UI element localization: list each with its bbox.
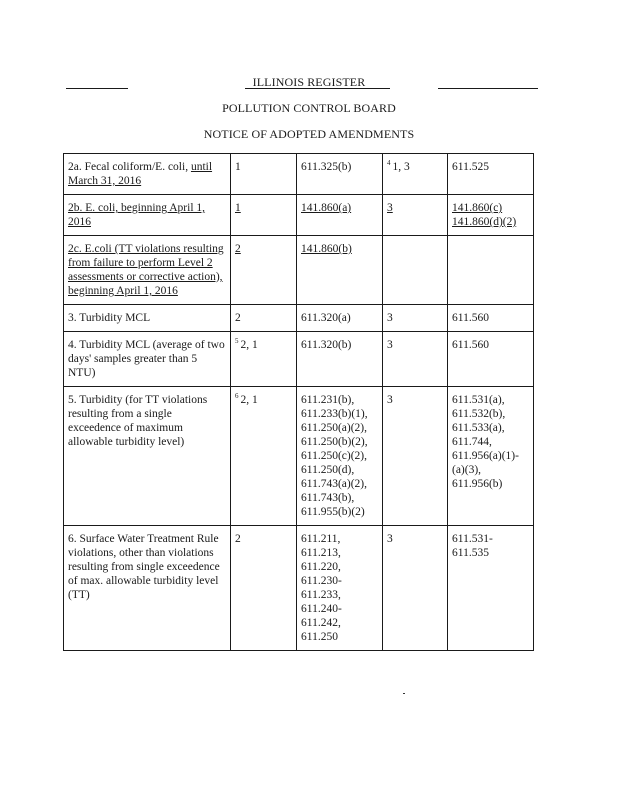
standard-cell: [297, 154, 383, 195]
standard-line: 611.211,: [301, 533, 341, 545]
notice-value: 3: [387, 202, 393, 214]
standard-line: 611.743(a)(2),: [301, 478, 367, 490]
tier-cell: [231, 526, 297, 651]
tier-value: 2: [235, 243, 241, 255]
cite-line: 141.860(d)(2): [452, 216, 517, 228]
tier-value: 2, 1: [240, 339, 258, 351]
contaminant-text: 5. Turbidity (for TT violations resulting from a single exceedence of maximum allowable turbidity level): [68, 394, 208, 448]
contaminant-cell: [64, 305, 231, 332]
contaminant-text: 4. Turbidity MCL (average of two days' samples greater than 5 NTU): [68, 339, 225, 379]
table-row: [64, 195, 534, 236]
header-rule-center: [245, 88, 390, 89]
tier-cell: [231, 236, 297, 305]
cite-line: 611.744,: [452, 436, 492, 448]
standard-value: 611.320(a): [301, 312, 351, 324]
notice-value: 3: [387, 394, 393, 406]
notice-value: 3: [387, 312, 393, 324]
cite-line: 611.531(a),: [452, 394, 505, 406]
standard-line: 611.242,: [301, 617, 341, 629]
header-rule-right: [438, 88, 538, 89]
tier-cell: [231, 387, 297, 526]
notice-cell: [383, 526, 448, 651]
notice-cell: [383, 332, 448, 387]
standard-line: 611.231(b),: [301, 394, 355, 406]
header-rule-left: [66, 88, 128, 89]
contaminant-cell: [64, 195, 231, 236]
cite-line: 611.560: [452, 312, 489, 324]
standard-line: 611.250(d),: [301, 464, 355, 476]
tier-value: 2: [235, 533, 241, 545]
cite-line: 611.525: [452, 161, 489, 173]
standard-cell: [297, 526, 383, 651]
cite-line: (a)(3),: [452, 464, 482, 476]
notice-cell: [383, 387, 448, 526]
cite-line: 611.535: [452, 547, 489, 559]
standard-line: 611.250(b)(2),: [301, 436, 368, 448]
tier-cell: [231, 332, 297, 387]
notice-value: 3: [387, 339, 393, 351]
standard-line: 611.250: [301, 631, 338, 643]
notice-cell: [383, 305, 448, 332]
standard-line: 611.220,: [301, 561, 341, 573]
cite-cell: [448, 387, 534, 526]
cite-cell: [448, 236, 534, 305]
contaminant-text: 3. Turbidity MCL: [68, 312, 151, 324]
contaminant-cell: [64, 332, 231, 387]
contaminant-text: 2c. E.coli (TT violations resulting from failure to perform Level 2 assessments or corrective action), beginning April 1, 2016: [68, 243, 224, 297]
contaminant-prefix: 2a. Fecal coliform/E. coli,: [68, 161, 191, 173]
tier-cell: [231, 305, 297, 332]
contaminant-cell: [64, 387, 231, 526]
standard-line: 611.233,: [301, 589, 341, 601]
standard-value: 611.320(b): [301, 339, 352, 351]
table-row: [64, 154, 534, 195]
cite-cell: [448, 332, 534, 387]
standard-line: 611.955(b)(2): [301, 506, 365, 518]
standard-value: 141.860(a): [301, 202, 352, 214]
register-title: ILLINOIS REGISTER: [252, 75, 366, 89]
cite-cell: [448, 154, 534, 195]
cite-line: 611.560: [452, 339, 489, 351]
notice-value: 1, 3: [392, 161, 410, 173]
cite-line: 611.956(b): [452, 478, 503, 490]
notice-cell: [383, 154, 448, 195]
tier-cell: [231, 154, 297, 195]
standard-line: 611.240-: [301, 603, 342, 615]
contaminant-cell: [64, 526, 231, 651]
standard-value: 611.325(b): [301, 161, 352, 173]
cite-line: 611.532(b),: [452, 408, 506, 420]
standard-cell: [297, 332, 383, 387]
table-row: [64, 236, 534, 305]
tier-value: 1: [235, 202, 241, 214]
board-name: POLLUTION CONTROL BOARD: [222, 101, 396, 115]
standard-line: 611.213,: [301, 547, 341, 559]
contaminant-text: 2b. E. coli, beginning April 1, 2016: [68, 202, 206, 228]
tier-footnote: 5: [235, 337, 239, 346]
contaminant-cell: [64, 154, 231, 195]
scan-speck: [403, 693, 405, 694]
notice-value: 3: [387, 533, 393, 545]
standard-line: 611.250(a)(2),: [301, 422, 367, 434]
standard-line: 611.743(b),: [301, 492, 355, 504]
tier-value: 2: [235, 312, 241, 324]
notice-cell: [383, 195, 448, 236]
standard-line: 611.230-: [301, 575, 342, 587]
cite-line: 611.531-: [452, 533, 493, 545]
tier-value: 2, 1: [240, 394, 258, 406]
table-row: [64, 332, 534, 387]
standard-line: 611.233(b)(1),: [301, 408, 368, 420]
standard-value: 141.860(b): [301, 243, 352, 255]
amendments-table: [63, 153, 534, 651]
notice-title: NOTICE OF ADOPTED AMENDMENTS: [203, 127, 415, 141]
contaminant-text: 6. Surface Water Treatment Rule violations, other than violations resulting from single exceedence of max. allowable turbidity level (TT): [68, 533, 220, 601]
notice-cell: [383, 236, 448, 305]
table-row: [64, 305, 534, 332]
standard-line: 611.250(c)(2),: [301, 450, 367, 462]
tier-cell: [231, 195, 297, 236]
cite-cell: [448, 526, 534, 651]
table-row: [64, 387, 534, 526]
cite-line: 141.860(c): [452, 202, 503, 214]
contaminant-underlined-part: until March 31, 2016: [68, 161, 213, 187]
standard-cell: [297, 195, 383, 236]
standard-cell: [297, 387, 383, 526]
contaminant-cell: [64, 236, 231, 305]
table-row: [64, 526, 534, 651]
standard-cell: [297, 236, 383, 305]
notice-footnote: 4: [387, 159, 391, 168]
tier-value: 1: [235, 161, 241, 173]
cite-line: 611.533(a),: [452, 422, 505, 434]
standard-cell: [297, 305, 383, 332]
cite-cell: [448, 305, 534, 332]
cite-cell: [448, 195, 534, 236]
tier-footnote: 6: [235, 392, 239, 401]
cite-line: 611.956(a)(1)-: [452, 450, 519, 462]
